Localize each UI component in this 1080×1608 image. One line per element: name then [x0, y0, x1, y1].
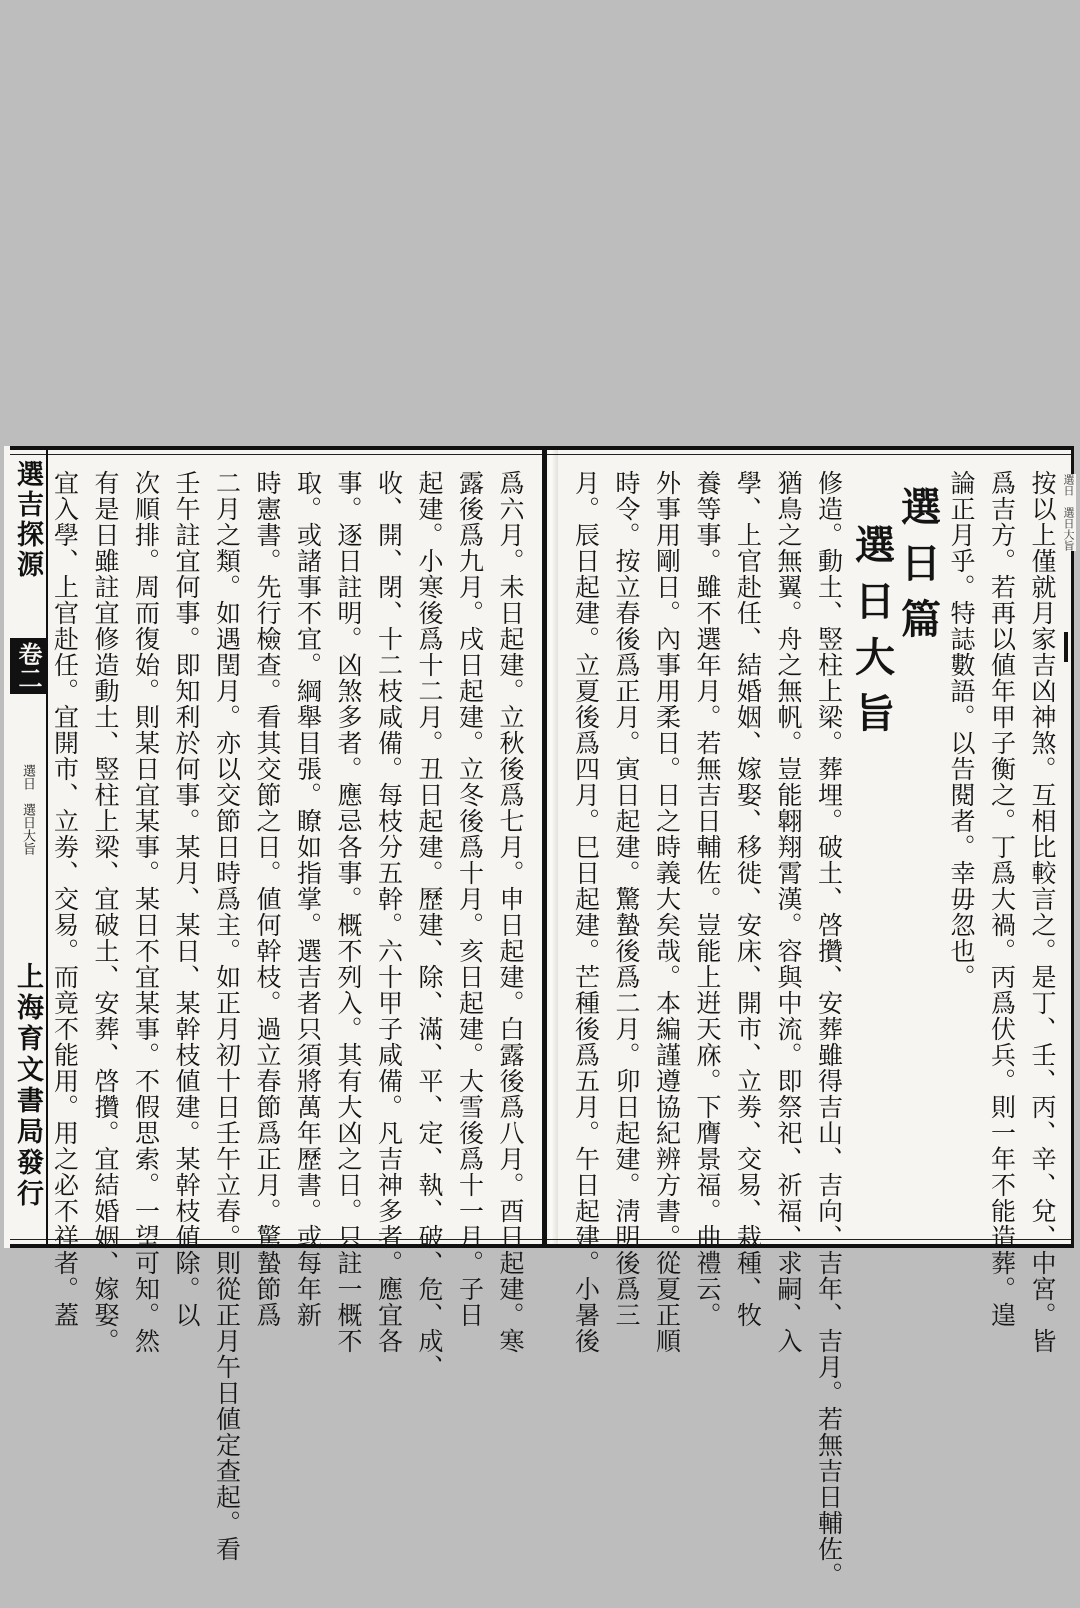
running-head: 選日 選日大旨 — [1062, 474, 1075, 551]
publisher-label: 上海育文書局發行 — [12, 962, 43, 1210]
text-column: 取。或諸事不宜。綱舉目張。瞭如指掌。選吉者只須將萬年歷書。或每年新 — [293, 470, 323, 1328]
text-column: 月。辰日起建。立夏後爲四月。巳日起建。芒種後爲五月。午日起建。小暑後 — [571, 470, 601, 1354]
left-page-text — [44, 470, 530, 1562]
text-column: 壬午註宜何事。即知利於何事。某月、某日、某幹枝値建。某幹枝値除。以 — [172, 470, 201, 1328]
left-page — [4, 446, 544, 1562]
text-column: 養等事。雖不選年月。若無吉日輔佐。豈能上逬天庥。下膺景福。曲禮云。 — [693, 470, 722, 1328]
text-column: 時令。按立春後爲正月。寅日起建。驚蟄後爲二月。卯日起建。淸明後爲三 — [612, 470, 641, 1328]
book-title: 選吉探源 — [12, 460, 43, 580]
right-page-text — [571, 470, 1062, 1588]
section-label: 選日 選日大旨 — [20, 764, 35, 855]
text-column: 學、上官赴任、結婚姻、嫁娶、移徙、安床、開市、立劵、交易、栽種、牧 — [733, 470, 763, 1328]
text-column: 次順排。周而復始。則某日宜某事。某日不宜某事。不假思索。一望可知。然 — [131, 470, 161, 1354]
text-column: 論正月乎。特誌數語。以告閱者。幸毋忽也。 — [947, 470, 976, 990]
text-column: 露後爲九月。戌日起建。立冬後爲十月。亥日起建。大雪後爲十一月。子日 — [455, 470, 485, 1328]
section-title: 選日大旨 — [848, 524, 896, 748]
chapter-title: 選日篇 — [894, 486, 942, 654]
text-column: 猶鳥之無翼。舟之無帆。豈能翺翔霄漢。容與中流。即祭祀、祈福、求嗣、入 — [774, 470, 803, 1354]
book-spread — [4, 446, 1075, 1588]
text-column: 宜入學、上官赴任。宜開市、立劵、交易。而竟不能用。用之必不祥者。蓋 — [50, 470, 80, 1328]
text-column: 二月之類。如遇閏月。亦以交節日時爲主。如正月初十日壬午立春。則從正月午日値定查起。看 — [212, 470, 242, 1562]
page-edge-mark — [1064, 632, 1068, 662]
volume-label: 卷二 — [10, 638, 47, 694]
left-margin-strip — [4, 446, 48, 1248]
text-column: 收、開、閉、十二枝咸備。每枝分五幹。六十甲子咸備。凡吉神多者。應宜各 — [374, 470, 404, 1354]
text-column: 爲吉方。若再以値年甲子衡之。丁爲大禍。丙爲伏兵。則一年不能造葬。遑 — [987, 470, 1017, 1328]
text-column: 事。逐日註明。凶煞多者。應忌各事。概不列入。其有大凶之日。只註一概不 — [334, 470, 363, 1354]
text-column: 爲六月。未日起建。立秋後爲七月。申日起建。白露後爲八月。酉日起建。寒 — [496, 470, 525, 1354]
text-column: 修造。動土、竪柱上梁。葬埋。破土、啓攢、安葬雖得吉山、吉向、吉年、吉月。若無吉日輔佐。 — [814, 470, 844, 1588]
text-column: 按以上僅就月家吉凶神煞。互相比較言之。是丁、壬、丙、辛、兌、中宮。皆 — [1028, 470, 1057, 1354]
text-column: 有是日雖註宜修造動土、竪柱上梁、宜破土、安葬、啓攢。宜結婚姻、嫁娶。 — [91, 470, 120, 1354]
text-column: 起建。小寒後爲十二月。丑日起建。歷建、除、滿、平、定、執、破、危、成、 — [415, 470, 444, 1380]
text-column: 外事用剛日。內事用柔日。日之時義大矣哉。本編謹遵協紀辨方書。從夏正順 — [652, 470, 682, 1354]
right-page — [544, 446, 1075, 1588]
text-column: 時憲書。先行檢查。看其交節之日。値何幹枝。過立春節爲正月。驚蟄節爲 — [253, 470, 282, 1328]
